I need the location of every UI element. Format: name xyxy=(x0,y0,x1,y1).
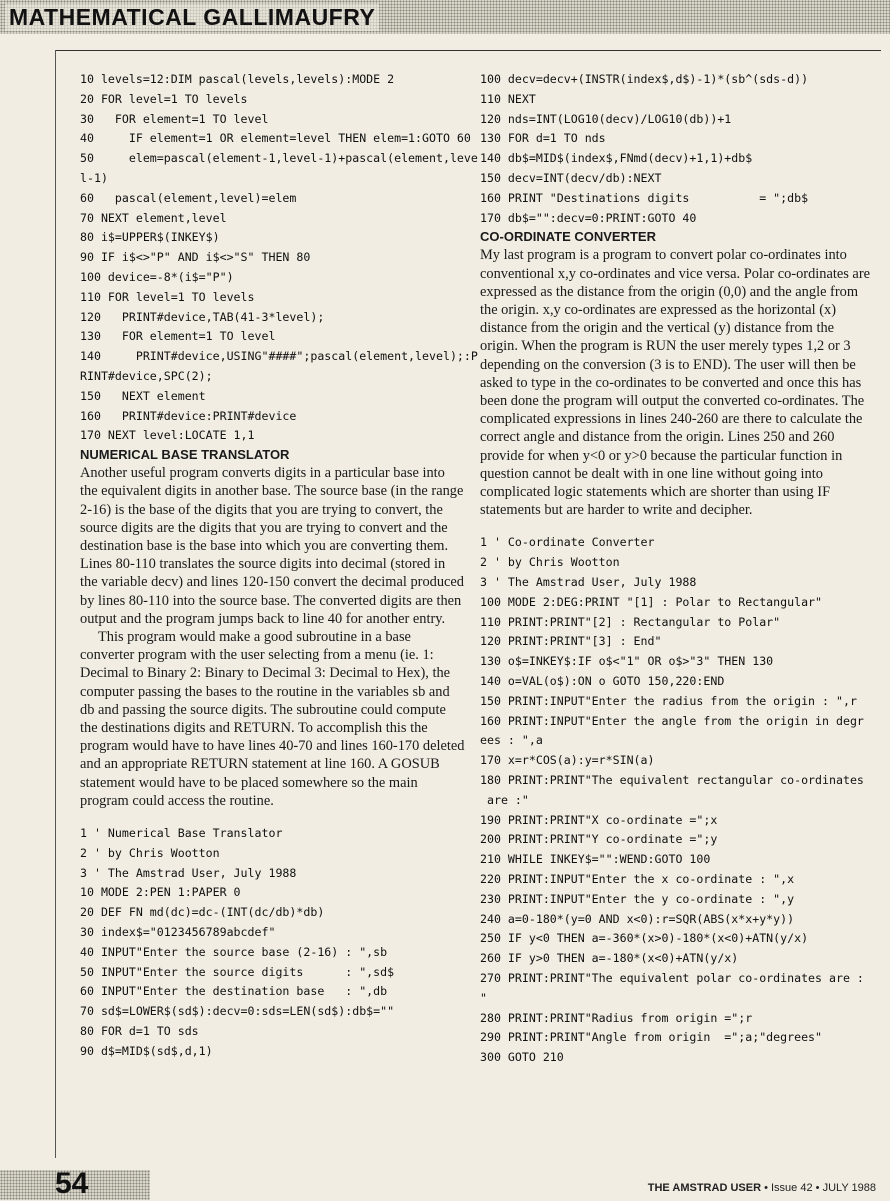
code-line: 110 FOR level=1 TO levels xyxy=(80,289,255,304)
pascal-listing xyxy=(80,70,478,446)
code-line: 130 FOR d=1 TO nds xyxy=(480,131,606,146)
base-translator-para-1: Another useful program converts digits in a particular base into the equivalent digits in another base. The source base (in the range 2-16) is the base of the digits that you are trying to convert, the source digits are the digits that you are trying to convert and the destination base is the base into which you are converting them. Lines 80-110 translates the source digits into decimal (stored in the variable decv) and lines 120-150 convert the decimal produced by lines 80-110 into the source base. The converted digits are then output and the program jumps back to line 40 for another entry. xyxy=(80,465,465,627)
code-line: 100 decv=decv+(INSTR(index$,d$)-1)*(sb^(sds-d)) xyxy=(480,72,809,86)
code-line: 80 FOR d=1 TO sds xyxy=(80,1023,199,1038)
code-line: " xyxy=(480,990,487,1005)
code-line: 2 ' by Chris Wootton xyxy=(480,555,620,570)
code-line: 70 sd$=LOWER$(sd$):decv=0:sds=LEN(sd$):db$="" xyxy=(80,1004,395,1019)
code-line: 160 PRINT:INPUT"Enter the angle from the origin in degr xyxy=(480,713,864,728)
code-line: 140 db$=MID$(index$,FNmd(decv)+1,1)+db$ xyxy=(480,151,753,166)
section-title: MATHEMATICAL GALLIMAUFRY xyxy=(5,4,379,31)
frame-left-rule xyxy=(55,50,56,1158)
coordinate-converter-listing xyxy=(480,533,875,1068)
footer-issue: Issue 42 xyxy=(771,1182,813,1194)
code-line: 280 PRINT:PRINT"Radius from origin =";r xyxy=(480,1010,753,1025)
code-line: 250 IF y<0 THEN a=-360*(x>0)-180*(x<0)+ATN(y/x) xyxy=(480,931,809,946)
code-line: 30 index$="0123456789abcdef" xyxy=(80,924,276,939)
code-line: 230 PRINT:INPUT"Enter the y co-ordinate : ",y xyxy=(480,891,795,906)
code-line: 60 pascal(element,level)=elem xyxy=(80,190,297,205)
page-number: 54 xyxy=(55,1167,89,1200)
code-line: 90 IF i$<>"P" AND i$<>"S" THEN 80 xyxy=(80,250,311,265)
code-line: ees : ",a xyxy=(480,733,543,748)
left-column xyxy=(80,70,478,1062)
code-line: 220 PRINT:INPUT"Enter the x co-ordinate : ",x xyxy=(480,871,795,886)
code-line: 100 MODE 2:DEG:PRINT "[1] : Polar to Rectangular" xyxy=(480,594,823,609)
code-line: 170 x=r*COS(a):y=r*SIN(a) xyxy=(480,753,655,768)
code-line: 120 PRINT#device,TAB(41-3*level); xyxy=(80,309,325,324)
code-line: 270 PRINT:PRINT"The equivalent polar co-ordinates are : xyxy=(480,970,864,985)
code-line: 290 PRINT:PRINT"Angle from origin =";a;"degrees" xyxy=(480,1030,823,1045)
code-line: 120 nds=INT(LOG10(decv)/LOG10(db))+1 xyxy=(480,111,732,126)
code-line: 40 IF element=1 OR element=level THEN elem=1:GOTO 60 xyxy=(80,131,471,146)
code-line: RINT#device,SPC(2); xyxy=(80,368,213,383)
heading-coordinate-converter: CO-ORDINATE CONVERTER xyxy=(480,229,656,245)
code-line: 160 PRINT "Destinations digits = ";db$ xyxy=(480,190,809,205)
footer-date: JULY 1988 xyxy=(822,1182,876,1194)
code-line: 90 d$=MID$(sd$,d,1) xyxy=(80,1043,213,1058)
code-line: 160 PRINT#device:PRINT#device xyxy=(80,408,297,423)
base-translator-para-2: This program would make a good subroutine in a base converter program with the user selecting from a menu (ie. 1: Decimal to Binary 2: Binary to Decimal 3: Decimal to Hex), the computer passing the bases to the routine in the variables sb and db and passing the source digits. The subroutine could compute the destinations digits and RETURN. To accomplish this the program would have to have lines 40-70 and lines 160-170 deleted and an appropriate RETURN statement at line 160. A GOSUB statement would have to be placed somewhere so the main program could access the routine. xyxy=(80,628,465,809)
code-line: 200 PRINT:PRINT"Y co-ordinate =";y xyxy=(480,832,718,847)
code-line: 130 o$=INKEY$:IF o$<"1" OR o$>"3" THEN 130 xyxy=(480,654,774,669)
footer-separator: • xyxy=(815,1182,823,1194)
code-line: 300 GOTO 210 xyxy=(480,1050,564,1065)
code-line: 170 db$="":decv=0:PRINT:GOTO 40 xyxy=(480,210,697,225)
code-line: 150 NEXT element xyxy=(80,388,206,403)
base-translator-listing-cont xyxy=(480,70,875,228)
code-line: 110 NEXT xyxy=(480,91,536,106)
code-line: 130 FOR element=1 TO level xyxy=(80,329,276,344)
code-line: 140 PRINT#device,USING"####";pascal(element,level);:P xyxy=(80,349,478,364)
code-line: 110 PRINT:PRINT"[2] : Rectangular to Polar" xyxy=(480,614,781,629)
code-line: 1 ' Numerical Base Translator xyxy=(80,826,283,840)
code-line: 210 WHILE INKEY$="":WEND:GOTO 100 xyxy=(480,852,711,867)
code-line: 140 o=VAL(o$):ON o GOTO 150,220:END xyxy=(480,674,725,688)
code-line: 60 INPUT"Enter the destination base : ",db xyxy=(80,984,388,999)
code-line: 40 INPUT"Enter the source base (2-16) : ",sb xyxy=(80,944,388,959)
code-line: 170 NEXT level:LOCATE 1,1 xyxy=(80,428,255,443)
code-line: 50 INPUT"Enter the source digits : ",sd$ xyxy=(80,964,395,979)
footer-magazine: THE AMSTRAD USER xyxy=(647,1182,762,1194)
code-line: 100 device=-8*(i$="P") xyxy=(80,269,234,284)
footer-bullet: • xyxy=(764,1182,771,1194)
code-line: 50 elem=pascal(element-1,level-1)+pascal(element,leve xyxy=(80,151,478,166)
heading-numerical-base: NUMERICAL BASE TRANSLATOR xyxy=(80,447,290,463)
code-line: 70 NEXT element,level xyxy=(80,210,227,225)
code-line: 3 ' The Amstrad User, July 1988 xyxy=(480,575,697,590)
base-translator-listing xyxy=(80,824,466,1062)
coordinate-converter-para: My last program is a program to convert polar co-ordinates into conventional x,y co-ordinates and vice versa. Polar co-ordinates are expressed as the distance from the origin (0,0) and the angle from the origin. x,y co-ordinates are expressed as the horizontal (x) distance from the origin and the vertical (y) distance from the origin. When the program is RUN the user merely types 1,2 or 3 depending on the conversion (3 is to END). The user will then be asked to type in the co-ordinates to be converted and once this has been done the program will output the converted co-ordinates. The complicated expressions in lines 240-260 are there to calculate the correct angle and distance from the origin. Lines 250 and 260 provide for when y<0 or y>0 because the particular function in question cannot be dealt with in one line without going into complicated logic statements which are shorter than using IF statements but are harder to write and decipher. xyxy=(480,247,870,519)
code-line: 180 PRINT:PRINT"The equivalent rectangular co-ordinates xyxy=(480,772,864,787)
code-line: 190 PRINT:PRINT"X co-ordinate =";x xyxy=(480,812,718,827)
code-line: 120 PRINT:PRINT"[3] : End" xyxy=(480,634,662,649)
footer-credit xyxy=(648,1182,876,1194)
code-line: 2 ' by Chris Wootton xyxy=(80,845,220,860)
code-line: 20 DEF FN md(dc)=dc-(INT(dc/db)*db) xyxy=(80,905,325,920)
code-line: 240 a=0-180*(y=0 AND x<0):r=SQR(ABS(x*x+y*y)) xyxy=(480,911,795,926)
code-line: 3 ' The Amstrad User, July 1988 xyxy=(80,865,297,880)
code-line: l-1) xyxy=(80,170,108,185)
code-line: 1 ' Co-ordinate Converter xyxy=(480,535,655,550)
code-line: 10 levels=12:DIM pascal(levels,levels):MODE 2 xyxy=(80,72,395,86)
code-line: 10 MODE 2:PEN 1:PAPER 0 xyxy=(80,885,241,900)
frame-top-rule xyxy=(55,50,881,51)
code-line: 30 FOR element=1 TO level xyxy=(80,111,269,126)
code-line: 150 PRINT:INPUT"Enter the radius from the origin : ",r xyxy=(480,693,857,708)
code-line: are :" xyxy=(480,792,529,807)
right-column xyxy=(480,70,875,1068)
code-line: 80 i$=UPPER$(INKEY$) xyxy=(80,230,220,245)
code-line: 20 FOR level=1 TO levels xyxy=(80,91,248,106)
code-line: 260 IF y>0 THEN a=-180*(x<0)+ATN(y/x) xyxy=(480,951,739,966)
code-line: 150 decv=INT(decv/db):NEXT xyxy=(480,170,662,185)
